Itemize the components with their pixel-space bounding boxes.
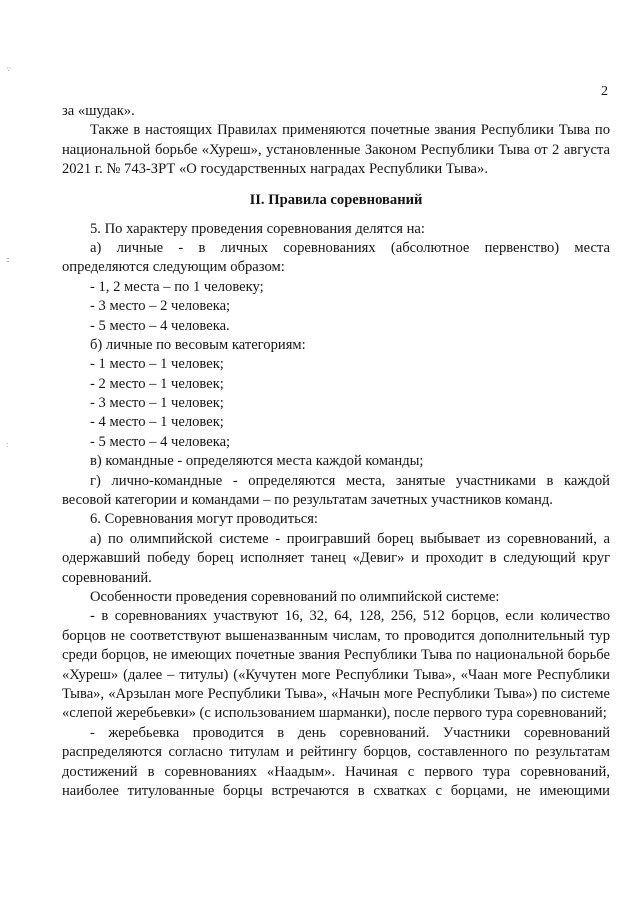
text-line: а) по олимпийской системе - проигравший борец выбывает из соревнований, а [90, 530, 610, 547]
text-line: одержавший победу борец исполняет танец «Девиг» и проходит в следующий круг [62, 550, 610, 567]
section-heading: II. Правила соревнований [249, 191, 423, 208]
text-line: национальной борьбе «Хуреш», установленные Законом Республики Тыва от 2 августа [62, 141, 610, 158]
text-line: Тыва», «Арзылан моге Республики Тыва», «Начын моге Республики Тыва») по системе [62, 685, 610, 702]
list-item: - 3 место – 2 человека; [90, 298, 231, 315]
text-line: весовой категории и командами – по результатам зачетных участников команд. [62, 492, 553, 509]
scan-artifact: :: [6, 255, 9, 264]
text-line: определяются следующим образом: [62, 259, 285, 276]
document-body [62, 102, 610, 801]
text-line: 6. Соревнования могут проводиться: [90, 511, 318, 528]
text-line: борцов не соответствуют вышеназванным числам, то проводится дополнительный тур [62, 627, 610, 644]
text-line: наиболее титулованные борцы встречаются в схватках с борцами, не имеющими [62, 782, 610, 799]
text-line: распределяются согласно титулам и рейтингу борцов, составленного по результатам [62, 744, 610, 761]
text-line: 5. По характеру проведения соревнования делятся на: [90, 220, 425, 237]
text-line: г) лично-командные - определяются места, занятые участниками в каждой [90, 472, 610, 489]
list-item: - 2 место – 1 человек; [90, 375, 224, 392]
text-line: за «шудак». [62, 103, 135, 119]
text-line: соревнований. [62, 569, 152, 586]
text-line: - в соревнованиях участвуют 16, 32, 64, 128, 256, 512 борцов, если количество [90, 608, 610, 625]
text-line: достижений в соревнованиях «Наадым». Начиная с первого тура соревнований, [62, 763, 610, 780]
text-line: 2021 г. № 743-ЗРТ «О государственных наградах Республики Тыва». [62, 161, 488, 178]
text-line: Особенности проведения соревнований по олимпийской системе: [90, 588, 500, 605]
text-line: «слепой жеребьевки» (с использованием шарманки), после первого тура соревнований; [62, 705, 607, 722]
text-line: а) личные - в личных соревнованиях (абсолютное первенство) места [90, 239, 610, 256]
text-line: «Хуреш» (далее – титулы) («Кучутен моге Республики Тыва», «Чаан моге Республики [62, 666, 610, 683]
text-line: в) командные - определяются места каждой команды; [90, 453, 424, 470]
list-item: - 4 место – 1 человек; [90, 414, 224, 431]
text-line: Также в настоящих Правилах применяются почетные звания Республики Тыва по [90, 122, 610, 139]
scan-artifact: ·.· [6, 64, 11, 73]
text-line: б) личные по весовым категориям: [90, 336, 306, 353]
scan-artifact: : [6, 440, 8, 449]
list-item: - 5 место – 4 человека. [90, 317, 230, 334]
list-item: - 1 место – 1 человек; [90, 356, 224, 373]
list-item: - 3 место – 1 человек; [90, 395, 224, 412]
list-item: - 1, 2 места – по 1 человеку; [90, 278, 264, 295]
text-line: - жеребьевка проводится в день соревнований. Участники соревнований [90, 724, 610, 741]
text-line: среди борцов, не имеющих почетные звания Республики Тыва по национальной борьбе [62, 647, 610, 664]
list-item: - 5 место – 4 человека; [90, 433, 231, 450]
page-number: 2 [601, 84, 608, 99]
